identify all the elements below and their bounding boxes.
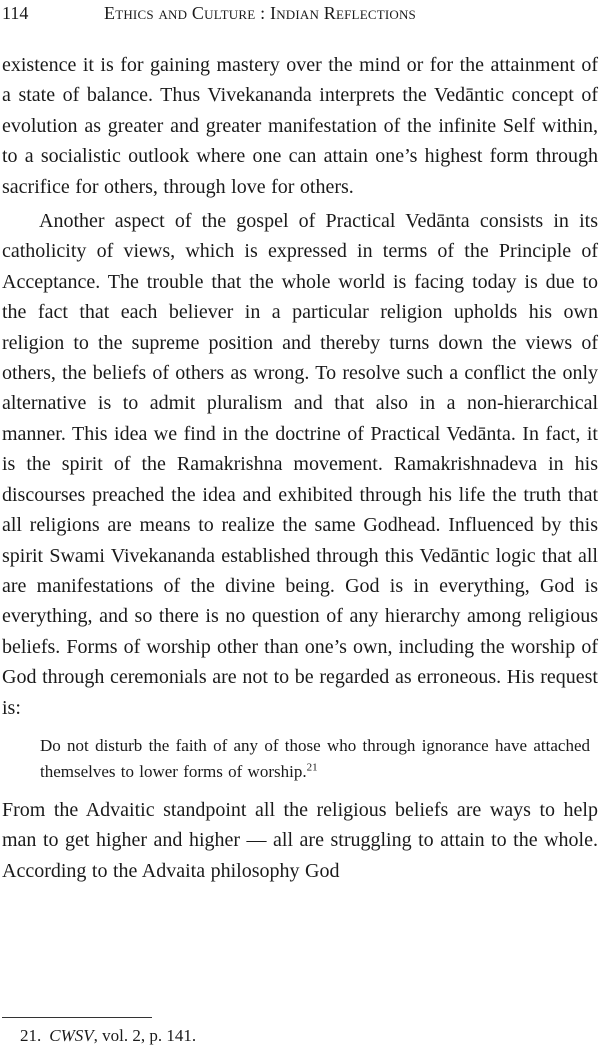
footnote-reference[interactable]: 21 <box>306 761 318 774</box>
footnote-details: , vol. 2, p. 141. <box>93 1026 197 1045</box>
footnote <box>20 1025 196 1047</box>
block-quote <box>40 733 590 785</box>
footnote-source: CWSV <box>49 1026 94 1045</box>
paragraph-practical-vedanta: Another aspect of the gospel of Practical Vedānta consists in its catholicity of views, which is expressed in terms of the Principle of Acceptance. The trouble that the whole world is facing today is due to the fact that each believer in a particular religion upholds his own religion to the supreme position and thereby turns down the views of others, the beliefs of others as wrong. To resolve such a conflict the only alternative is to admit pluralism and that also in a non-hierarchical manner. This idea we find in the doctrine of Practical Vedānta. In fact, it is the spirit of the Ramakrishna movement. Ramakrishnadeva in his discourses preached the idea and exhibited through his life the truth that all religions are means to realize the same Godhead. Influenced by this spirit Swami Vivekananda established through this Vedāntic logic that all are manifestations of the divine being. God is in everything, God is everything, and so there is no question of any hierarchy among religious beliefs. Forms of worship other than one’s own, including the worship of God through ceremonials are not to be regarded as erroneous. His request is: <box>2 210 598 719</box>
paragraph-advaitic: From the Advaitic standpoint all the religious beliefs are ways to help man to get higher and higher — all are struggling to attain to the whole. According to the Advaita philosophy God <box>2 798 598 882</box>
body-text <box>2 50 598 886</box>
paragraph-continued: existence it is for gaining mastery over the mind or for the attainment of a state of balance. Thus Vivekananda interprets the Vedāntic concept of evolution as greater and greater manifestation of the infinite Self within, to a socialistic outlook where one can attain one’s highest form through sacrifice for others, through love for others. <box>2 54 598 198</box>
book-title: Ethics and Culture : Indian Reflections <box>104 3 416 23</box>
quote-text: Do not disturb the faith of any of those who through ignorance have attached themselves to lower forms of worship. <box>40 735 590 781</box>
running-head <box>0 0 600 30</box>
page-number: 114 <box>2 3 29 23</box>
footnote-divider <box>2 1017 152 1018</box>
footnote-number: 21. <box>20 1026 42 1045</box>
